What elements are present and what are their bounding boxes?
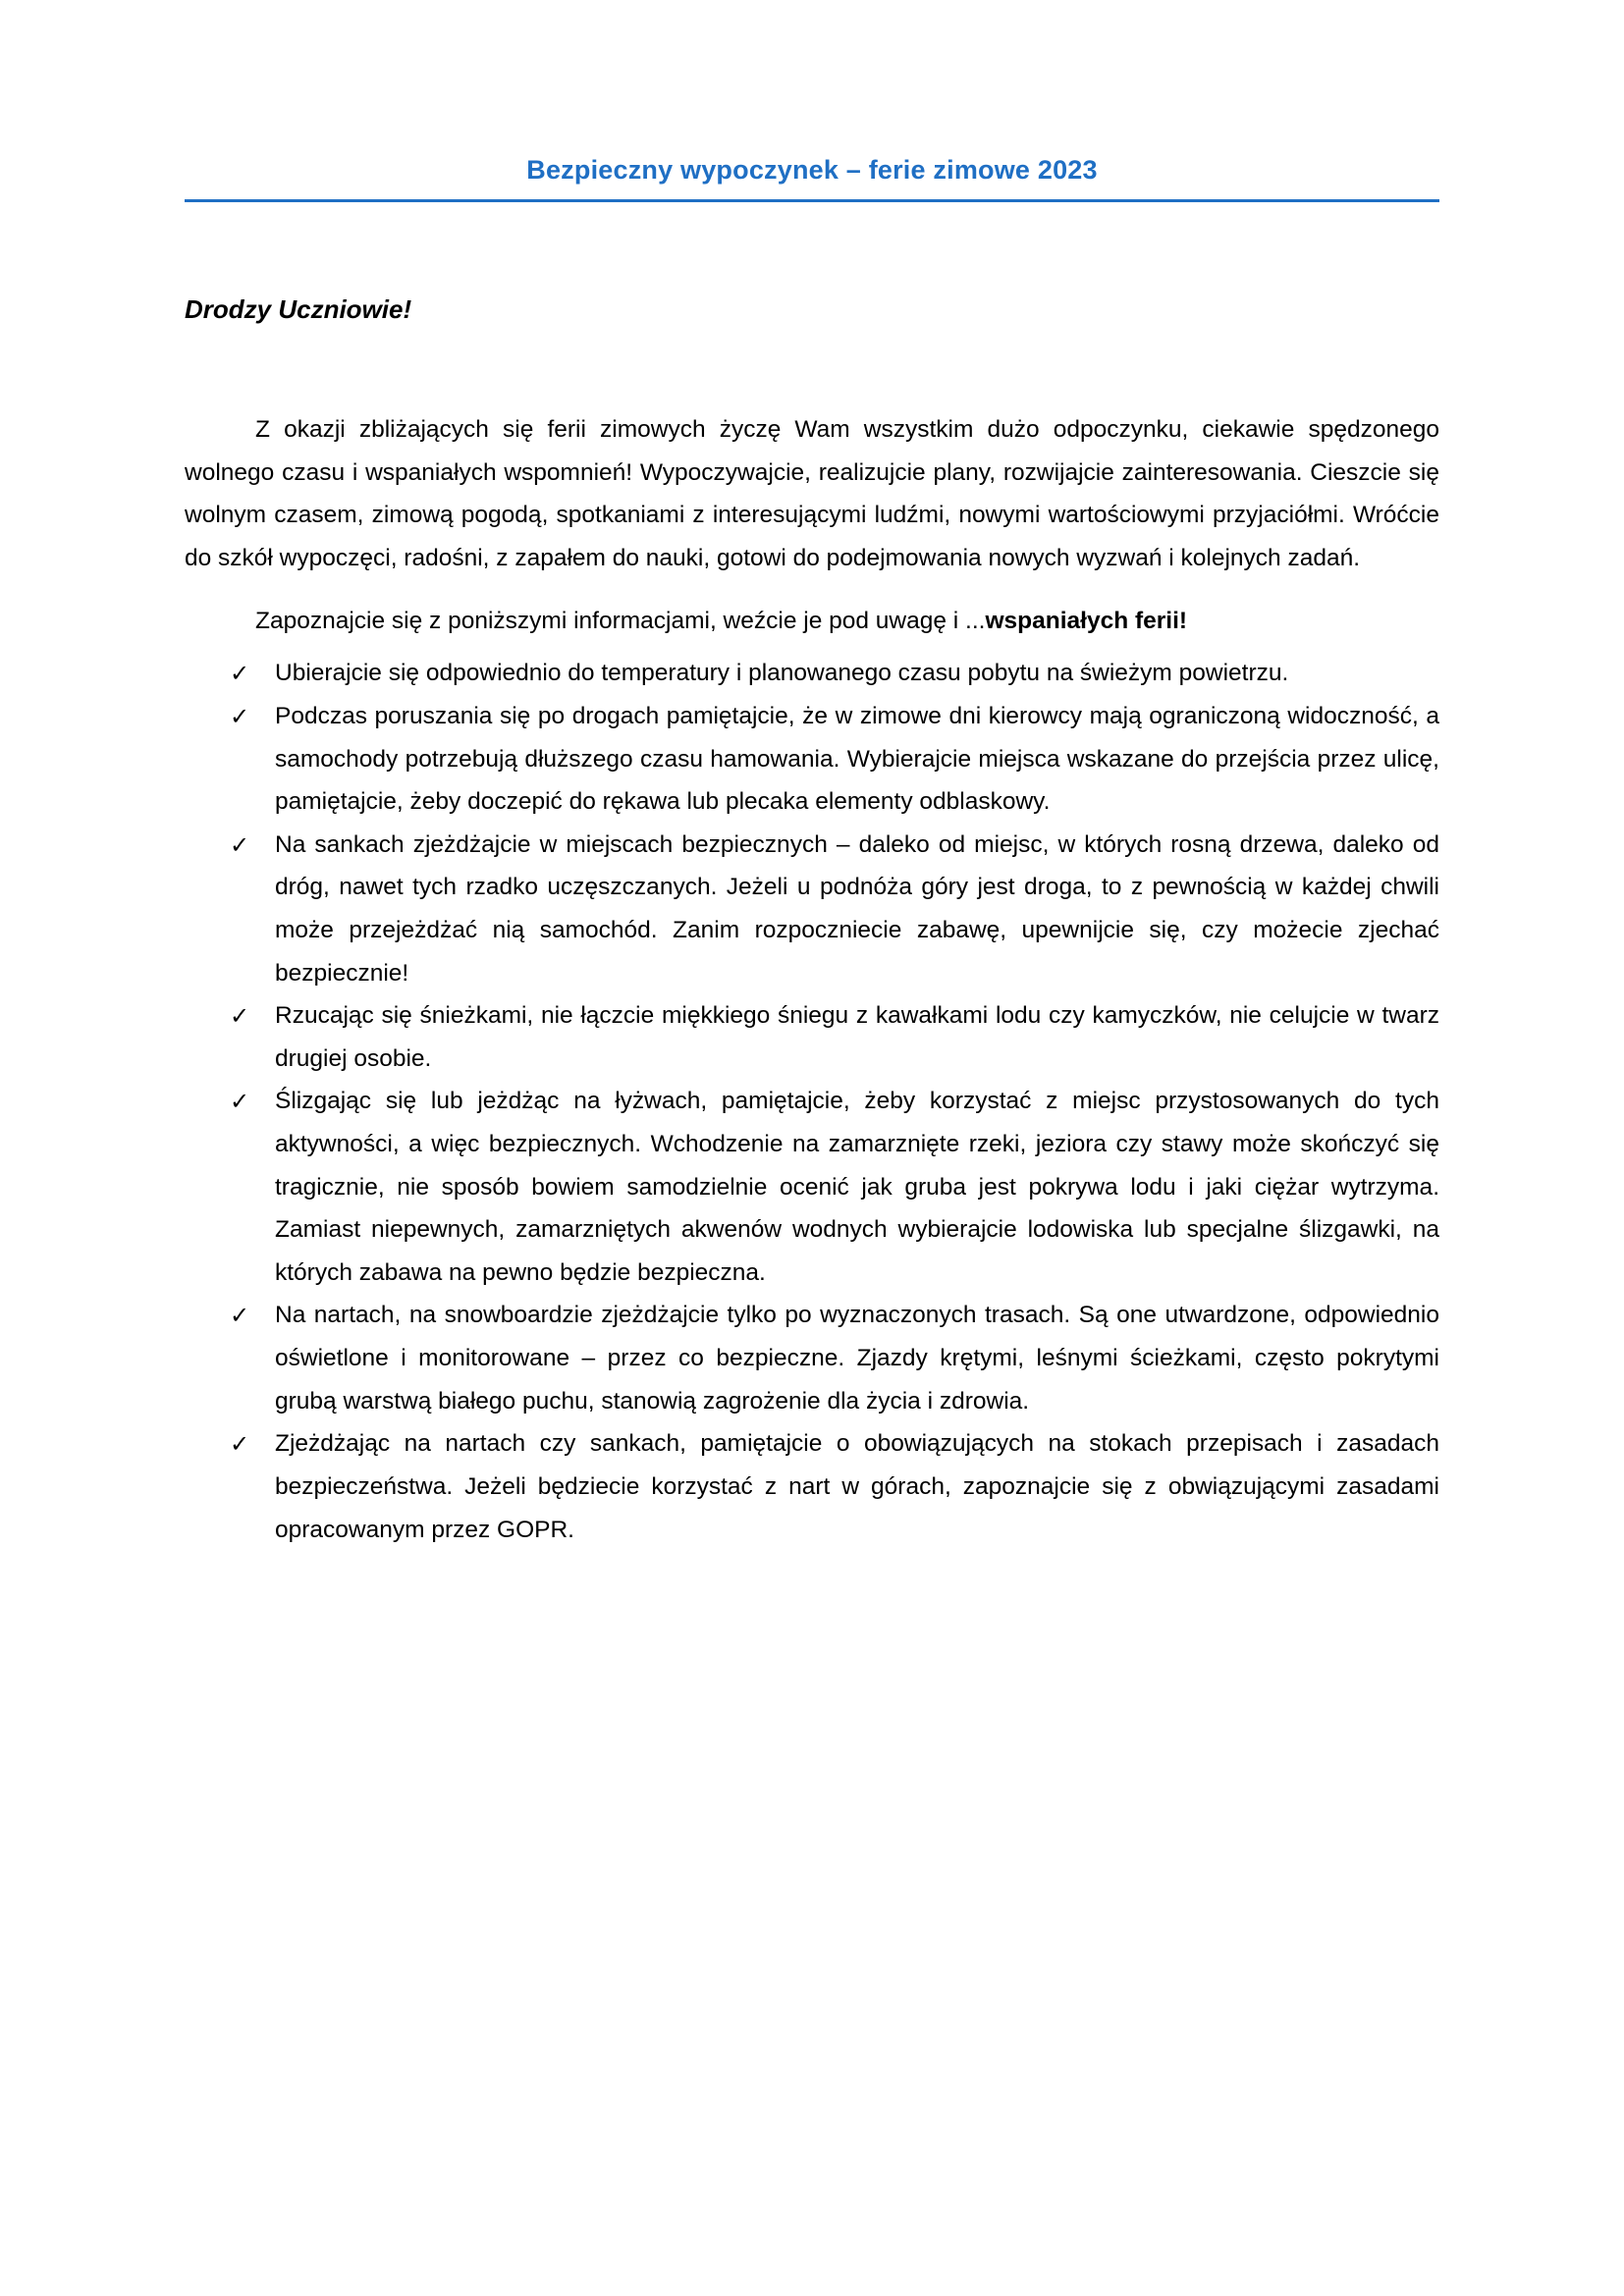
list-item (214, 652, 1439, 695)
intro-paragraph: Z okazji zbliżających się ferii zimowych życzę Wam wszystkim dużo odpoczynku, ciekawie spędzonego wolnego czasu i wspaniałych wspomnień! Wypoczywajcie, realizujcie plany, rozwijajcie zainteresowania. Cieszcie się wolnym czasem, zimową pogodą, spotkaniami z interesującymi ludźmi, nowymi wartościowymi przyjaciółmi. Wróćcie do szkół wypoczęci, radośni, z zapałem do nauki, gotowi do podejmowania nowych wyzwań i kolejnych zadań. (185, 416, 1439, 572)
list-item-text: Podczas poruszania się po drogach pamiętajcie, że w zimowe dni kierowcy mają ograniczoną widoczność, a samochody potrzebują dłuższego czasu hamowania. Wybierajcie miejsca wskazane do przejścia przez ulicę, pamiętajcie, żeby doczepić do rękawa lub plecaka elementy odblaskowy. (275, 702, 1439, 816)
checkmark-icon: ✓ (230, 1431, 250, 1459)
checkmark-icon: ✓ (230, 661, 250, 688)
list-item-text: Rzucając się śnieżkami, nie łączcie miękkiego śniegu z kawałkami lodu czy kamyczków, nie celujcie w twarz drugiej osobie. (275, 1002, 1439, 1072)
list-item (214, 1294, 1439, 1422)
list-item-text: Na sankach zjeżdżajcie w miejscach bezpiecznych – daleko od miejsc, w których rosną drzewa, daleko od dróg, nawet tych rzadko uczęszczanych. Jeżeli u podnóża góry jest droga, to z pewnością w każdej chwili może przejeżdżać nią samochód. Zanim rozpoczniecie zabawę, upewnijcie się, czy możecie zjechać bezpiecznie! (275, 830, 1439, 987)
list-item (214, 994, 1439, 1080)
checkmark-icon: ✓ (230, 1003, 250, 1031)
checkmark-icon: ✓ (230, 1303, 250, 1330)
checkmark-icon: ✓ (230, 1089, 250, 1116)
list-item (214, 824, 1439, 994)
lead-in-paragraph (185, 600, 1439, 643)
checkmark-icon: ✓ (230, 703, 250, 730)
list-item (214, 695, 1439, 824)
list-item-text: Ubierajcie się odpowiednio do temperatury i planowanego czasu pobytu na świeżym powietrzu. (275, 660, 1289, 687)
list-item-text: Zjeżdżając na nartach czy sankach, pamiętajcie o obowiązujących na stokach przepisach i zasadach bezpieczeństwa. Jeżeli będziecie korzystać z nart w górach, zapoznajcie się z obwiązującymi zasadami opracowanym przez GOPR. (275, 1430, 1439, 1543)
lead-in-emphasis: wspaniałych ferii! (985, 607, 1188, 634)
list-item-text: Na nartach, na snowboardzie zjeżdżajcie tylko po wyznaczonych trasach. Są one utwardzone, odpowiednio oświetlone i monitorowane – przez co bezpieczne. Zjazdy krętymi, leśnymi ścieżkami, często pokrytymi grubą warstwą białego puchu, stanowią zagrożenie dla życia i zdrowia. (275, 1302, 1439, 1415)
document-body (185, 202, 1439, 1551)
lead-in-text: Zapoznajcie się z poniższymi informacjami, weźcie je pod uwagę i ... (255, 607, 986, 634)
salutation: Drodzy Uczniowie! (185, 294, 412, 324)
list-item-text: Ślizgając się lub jeżdżąc na łyżwach, pamiętajcie, żeby korzystać z miejsc przystosowanych do tych aktywności, a więc bezpiecznych. Wchodzenie na zamarznięte rzeki, jeziora czy stawy może skończyć się tragicznie, nie sposób bowiem samodzielnie ocenić jak gruba jest pokrywa lodu i jaki ciężar wytrzyma. Zamiast niepewnych, zamarzniętych akwenów wodnych wybierajcie lodowiska lub specjalne ślizgawki, na których zabawa na pewno będzie bezpieczna. (275, 1088, 1439, 1286)
list-item (214, 1080, 1439, 1294)
checkmark-icon: ✓ (230, 831, 250, 859)
page-title: Bezpieczny wypoczynek – ferie zimowe 2023 (526, 155, 1098, 185)
safety-tips-list (185, 652, 1439, 1551)
list-item (214, 1422, 1439, 1551)
